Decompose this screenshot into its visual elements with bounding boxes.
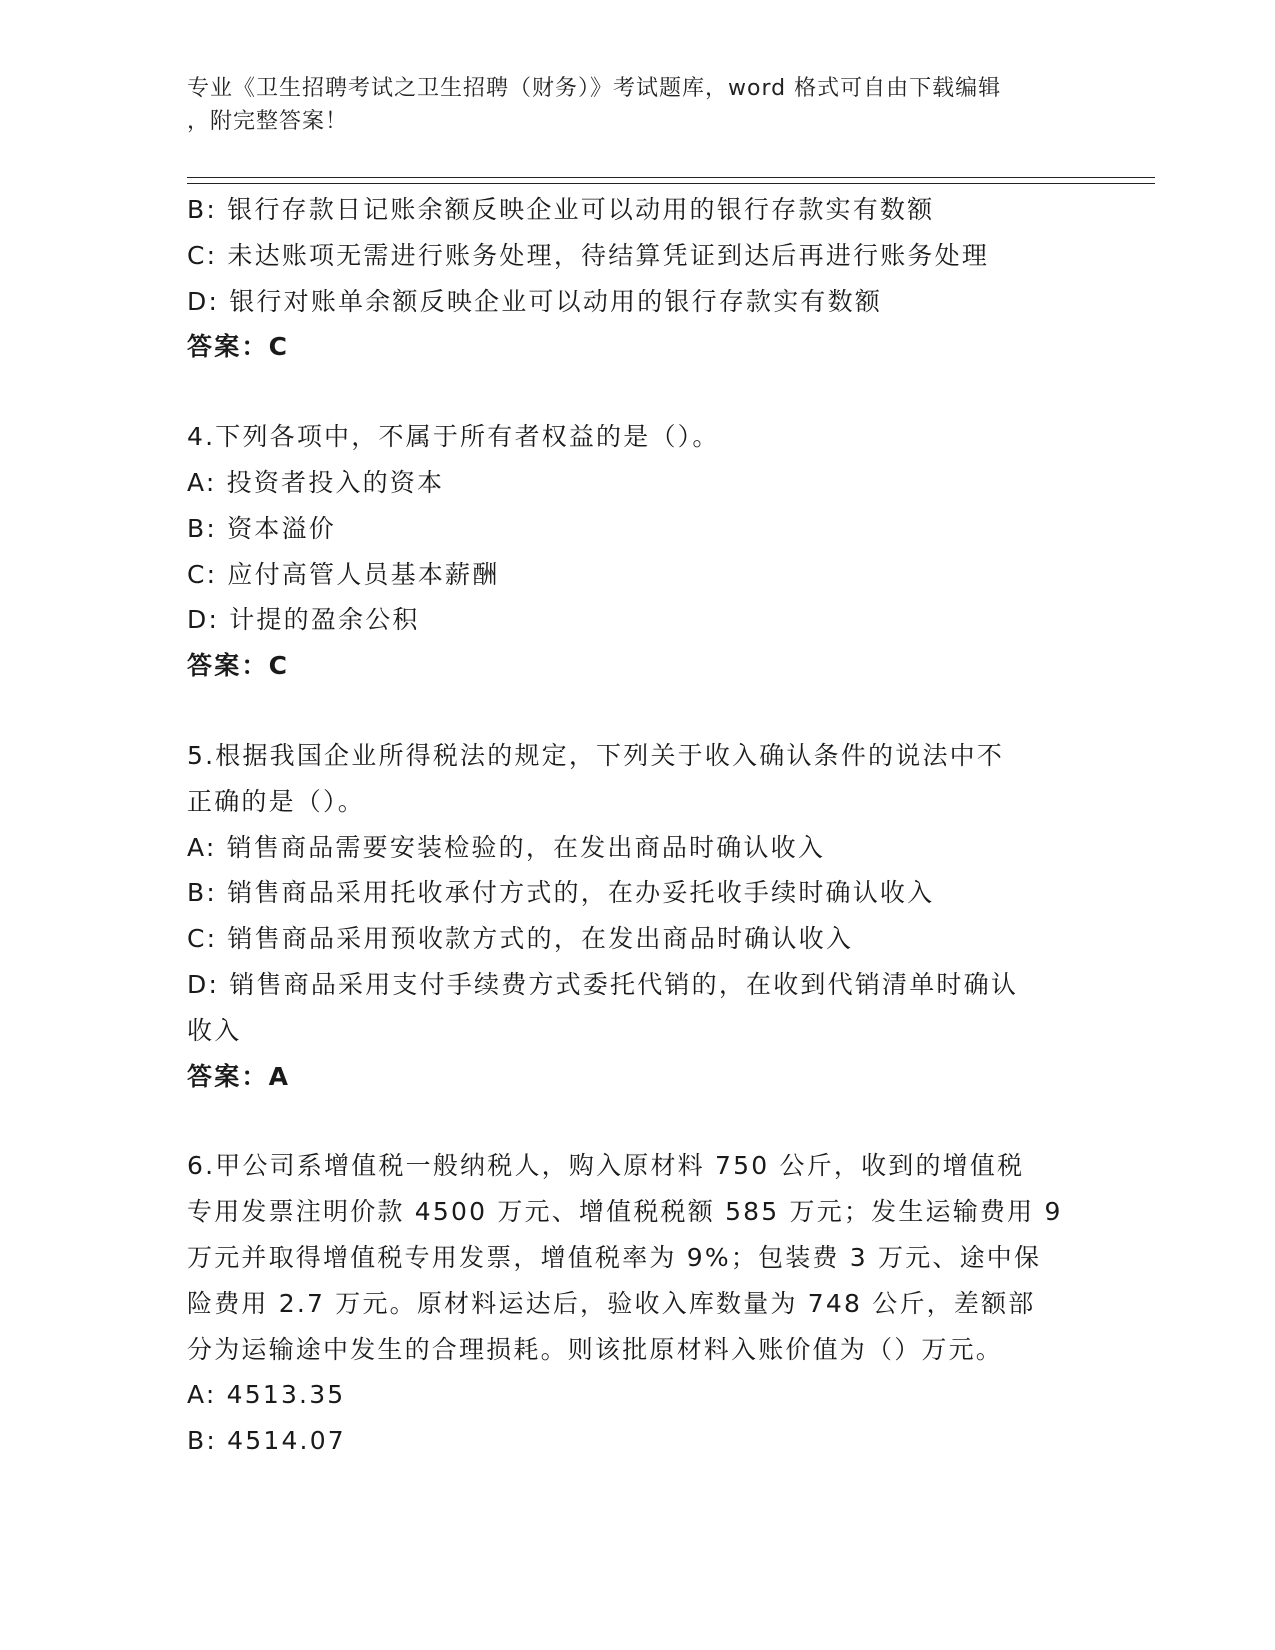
question-6 <box>187 1143 1087 1464</box>
question-5-option-b: B: 销售商品采用托收承付方式的，在办妥托收手续时确认收入 <box>187 878 935 908</box>
question-5 <box>187 733 1087 1099</box>
question-6-stem-line-4: 险费用 2.7 万元。原材料运达后，验收入库数量为 748 公斤，差额部 <box>187 1288 1036 1318</box>
question-6-option-a: A: 4513.35 <box>187 1380 346 1410</box>
question-5-stem-line-1: 5.根据我国企业所得税法的规定，下列关于收入确认条件的说法中不 <box>187 740 1005 770</box>
header-divider-bottom <box>187 183 1155 184</box>
question-4-stem: 4.下列各项中，不属于所有者权益的是（）。 <box>187 422 720 452</box>
question-5-option-d-cont: 收入 <box>187 1015 242 1045</box>
question-6-option-b: B: 4514.07 <box>187 1426 346 1456</box>
question-6-stem-line-3: 万元并取得增值税专用发票，增值税率为 9%；包装费 3 万元、途中保 <box>187 1242 1042 1272</box>
question-4-option-a: A: 投资者投入的资本 <box>187 467 445 497</box>
header-line-2: ，附完整答案！ <box>187 109 349 134</box>
question-3-answer: 答案：C <box>187 332 290 362</box>
question-5-answer: 答案：A <box>187 1061 291 1091</box>
question-5-option-d: D: 销售商品采用支付手续费方式委托代销的，在收到代销清单时确认 <box>187 969 1019 999</box>
question-3-tail <box>187 187 1087 370</box>
document-header <box>187 72 1087 138</box>
question-4 <box>187 414 1087 689</box>
question-6-stem-line-1: 6.甲公司系增值税一般纳税人，购入原材料 750 公斤，收到的增值税 <box>187 1151 1025 1181</box>
question-content <box>187 187 1087 1464</box>
question-4-option-d: D: 计提的盈余公积 <box>187 605 420 635</box>
question-3-option-b: B: 银行存款日记账余额反映企业可以动用的银行存款实有数额 <box>187 195 935 224</box>
question-3-option-d: D: 银行对账单余额反映企业可以动用的银行存款实有数额 <box>187 286 883 316</box>
question-4-option-b: B: 资本溢价 <box>187 513 336 543</box>
question-5-stem-line-2: 正确的是（）。 <box>187 786 365 816</box>
spacer <box>187 1099 1087 1143</box>
spacer <box>187 370 1087 414</box>
question-3-option-c: C: 未达账项无需进行账务处理，待结算凭证到达后再进行账务处理 <box>187 240 990 270</box>
question-5-option-c: C: 销售商品采用预收款方式的，在发出商品时确认收入 <box>187 924 854 954</box>
question-6-stem-line-2: 专用发票注明价款 4500 万元、增值税税额 585 万元；发生运输费用 9 <box>187 1197 1063 1227</box>
header-divider-top <box>187 177 1155 178</box>
spacer <box>187 689 1087 733</box>
question-6-stem-line-5: 分为运输途中发生的合理损耗。则该批原材料入账价值为（）万元。 <box>187 1334 1004 1364</box>
question-4-option-c: C: 应付高管人员基本薪酬 <box>187 559 500 589</box>
question-4-answer: 答案：C <box>187 651 290 681</box>
question-5-option-a: A: 销售商品需要安装检验的，在发出商品时确认收入 <box>187 832 826 862</box>
header-line-1: 专业《卫生招聘考试之卫生招聘（财务）》考试题库，word 格式可自由下载编辑 <box>187 76 1002 101</box>
